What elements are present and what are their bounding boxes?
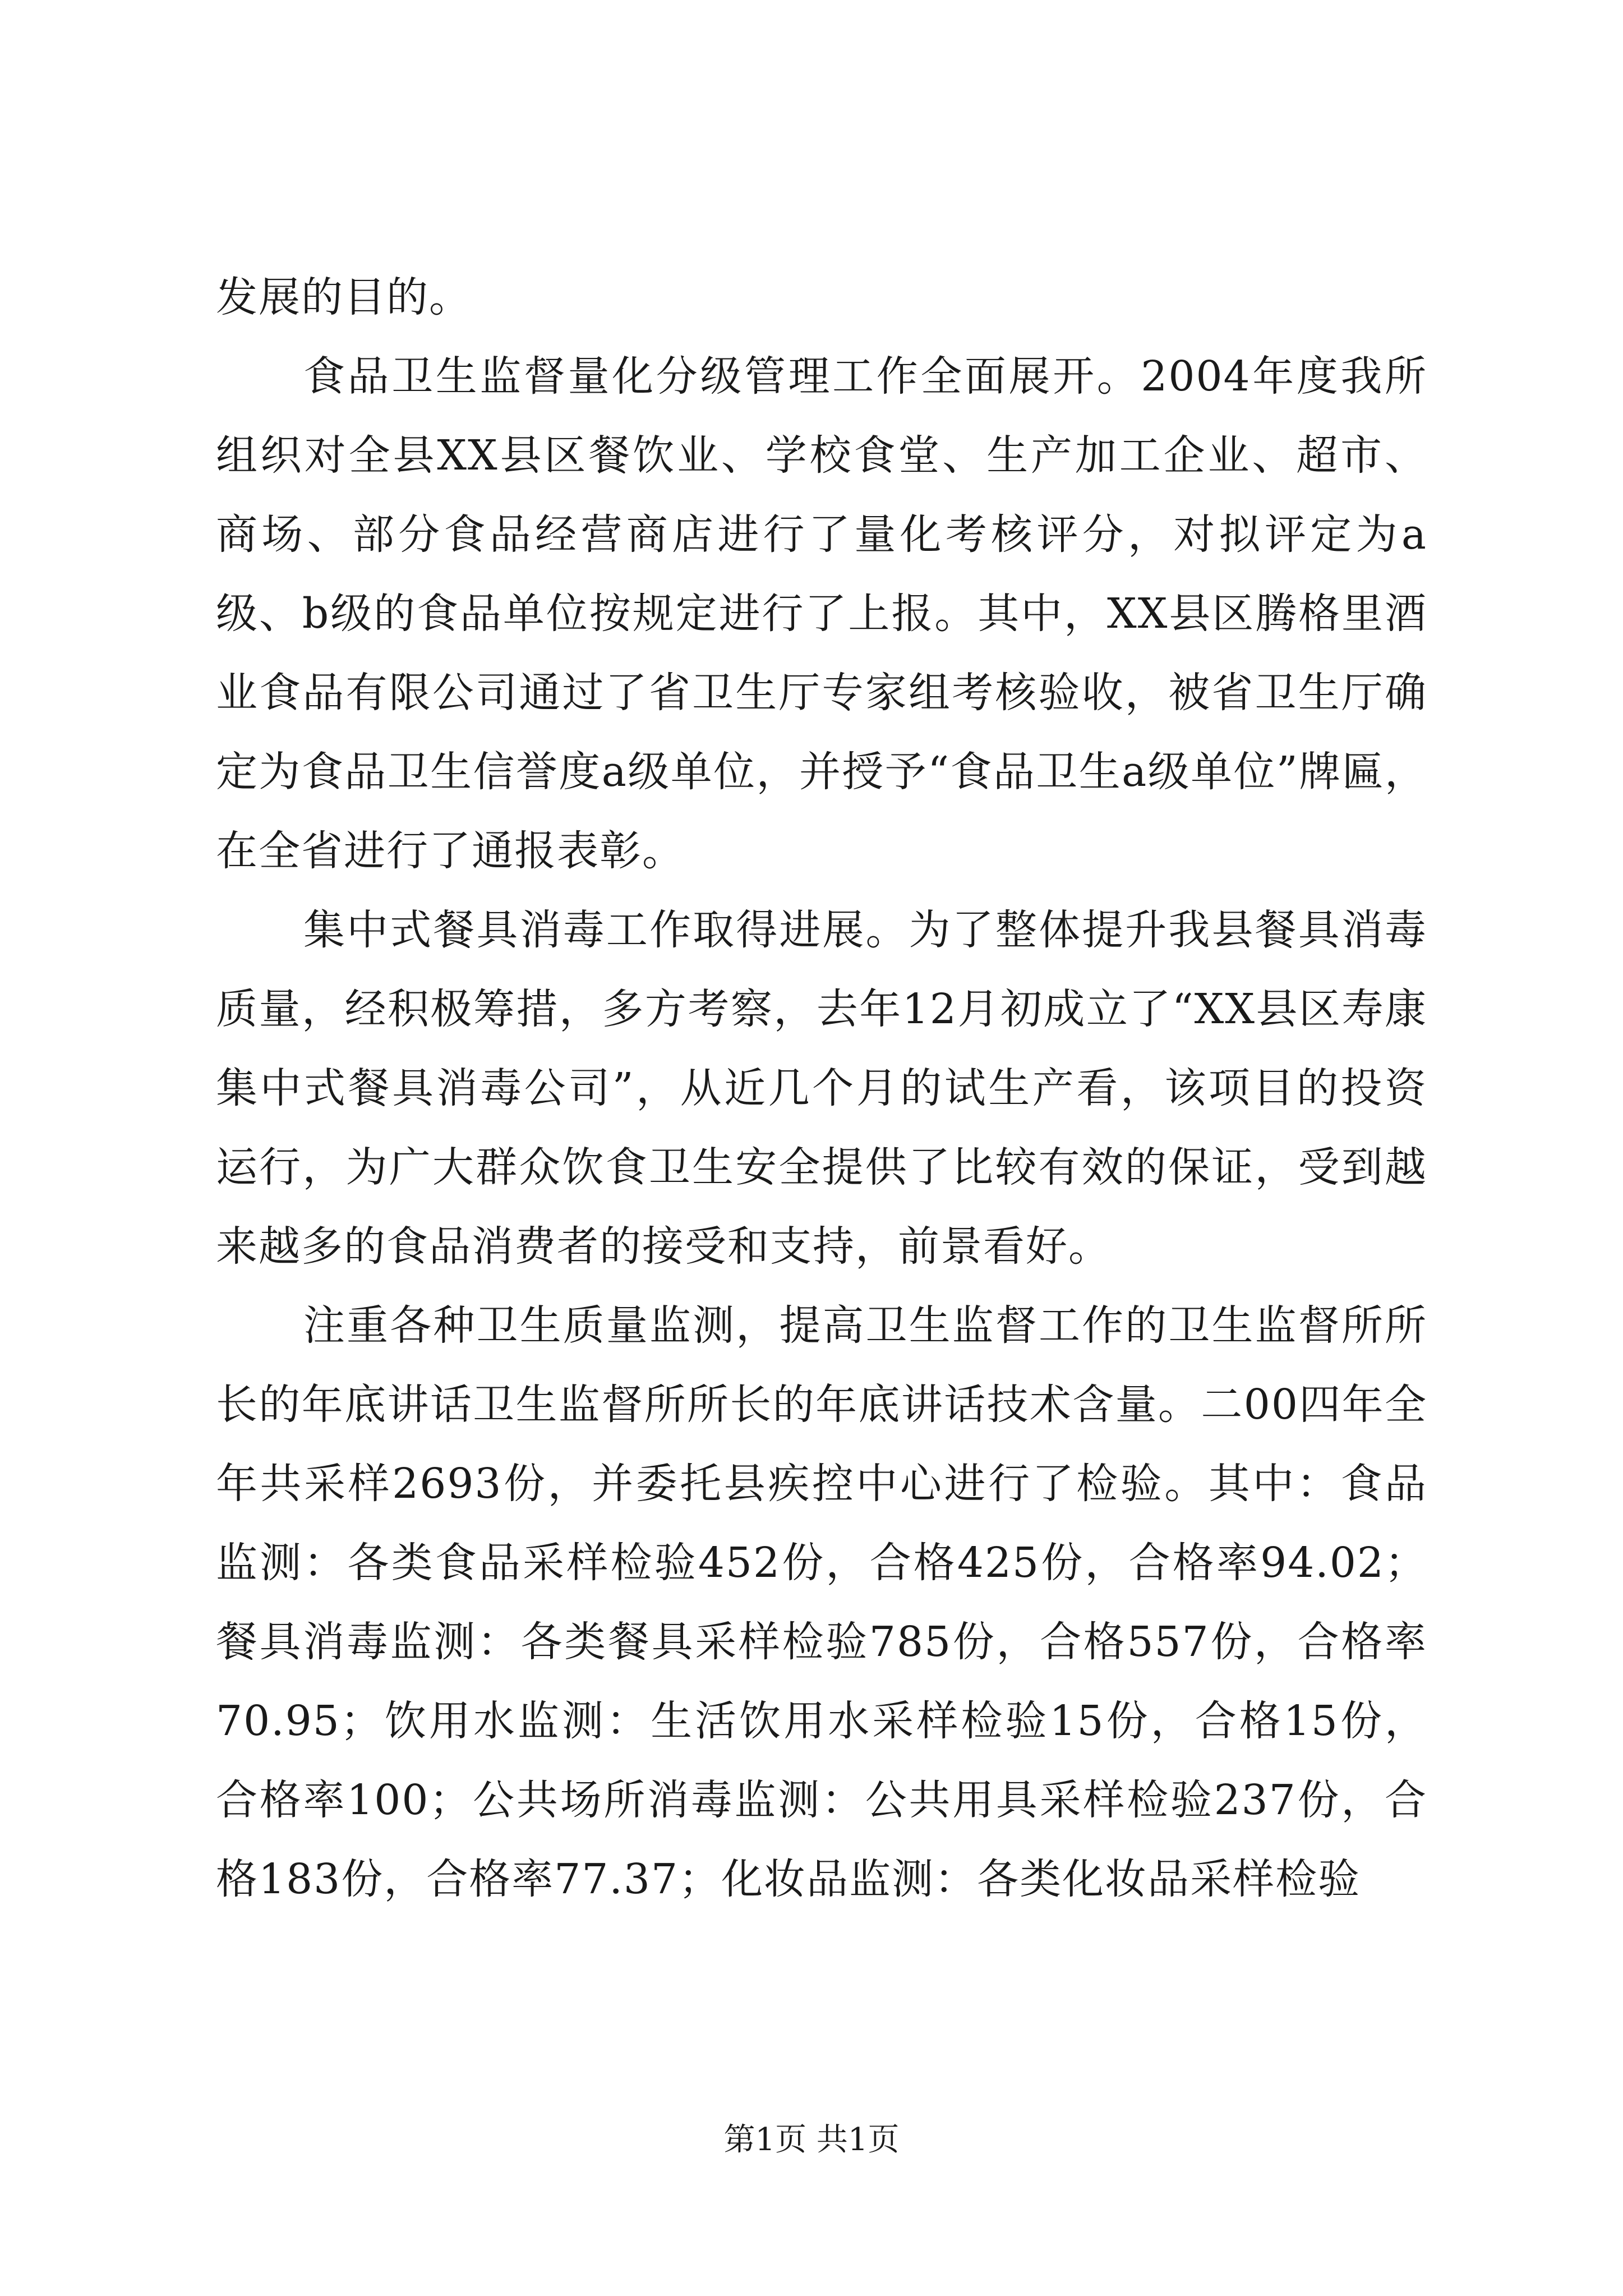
paragraph-quality-monitoring: 注重各种卫生质量监测，提高卫生监督工作的卫生监督所所长的年底讲话卫生监督所所长的年底讲话技术含量。二00四年全年共采样2693份，并委托县疾控中心进行了检验。其中：食品监测：各类食品采样检验452份，合格425份，合格率94.02；餐具消毒监测：各类餐具采样检验785份，合格557份，合格率70.95；饮用水监测：生活饮用水采样检验15份，合格15份，合格率100；公共场所消毒监测：公共用具采样检验237份，合格183份，合格率77.37；化妆品监测：各类化妆品采样检验 [216,1301,1427,1903]
paragraph-food-hygiene-grading: 食品卫生监督量化分级管理工作全面展开。2004年度我所组织对全县XX县区餐饮业、学校食堂、生产加工企业、超市、商场、部分食品经营商店进行了量化考核评分，对拟评定为a级、b级的食品单位按规定进行了上报。其中，XX县区腾格里酒业食品有限公司通过了省卫生厅专家组考核验收，被省卫生厅确定为食品卫生信誉度a级单位，并授予“食品卫生a级单位”牌匾，在全省进行了通报表彰。 [216,352,1427,875]
page-footer: 第1页 共1页 [723,2122,900,2158]
paragraph-continuation: 发展的目的。 [216,273,472,321]
document-body [216,258,1427,1919]
paragraph-tableware-disinfection: 集中式餐具消毒工作取得进展。为了整体提升我县餐具消毒质量，经积极筹措，多方考察，去年12月初成立了“XX县区寿康集中式餐具消毒公司”，从近几个月的试生产看，该项目的投资运行，为广大群众饮食卫生安全提供了比较有效的保证，受到越来越多的食品消费者的接受和支持，前景看好。 [216,906,1427,1271]
